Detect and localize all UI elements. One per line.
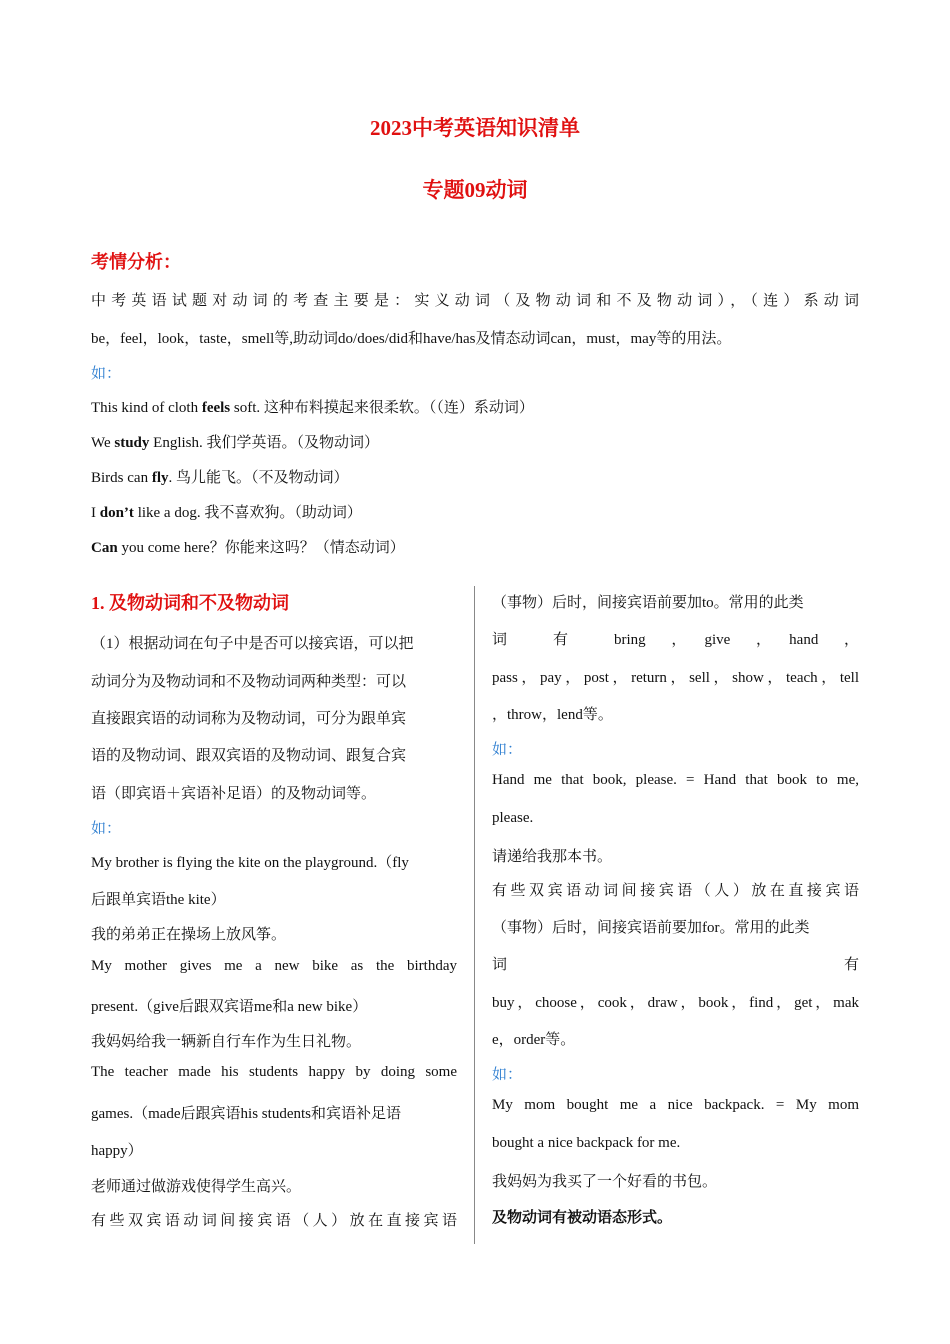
- passive-voice-note: 及物动词有被动语态形式。: [492, 1210, 673, 1226]
- analysis-paragraph-line-1: 中考英语试题对动词的考查主要是：实义动词（及物动词和不及物动词），（连）系动词: [91, 293, 859, 309]
- left-line: 动词分为及物动词和不及物动词两种类型：可以: [91, 674, 407, 690]
- example-text: you come here？你能来这吗？（情态动词）: [117, 540, 405, 556]
- section-heading-transitive: 1. 及物动词和不及物动词: [91, 593, 289, 613]
- left-line: My mother gives me a new bike as the birthday: [91, 958, 457, 974]
- page-subtitle: 专题09动词: [422, 178, 528, 202]
- left-line: 语的及物动词、跟双宾语的及物动词、跟复合宾: [91, 748, 407, 764]
- right-line: Hand me that book, please. = Hand that book to me,: [492, 772, 859, 788]
- example-verb: Can: [91, 540, 118, 556]
- page-title: 2023中考英语知识清单: [370, 116, 580, 140]
- example-sentence-2: [91, 431, 859, 452]
- example-label: 如：: [492, 742, 523, 758]
- example-text: We: [91, 435, 115, 451]
- example-label: 如：: [91, 821, 122, 837]
- example-verb: don’t: [99, 505, 134, 521]
- example-text: . 鸟儿能飞。（不及物动词）: [168, 470, 349, 486]
- example-text: soft. 这种布料摸起来很柔软。（（连）系动词）: [230, 400, 534, 416]
- example-sentence-5: [91, 536, 859, 557]
- example-sentence-4: [91, 501, 859, 522]
- right-line: buy，choose，cook，draw，book，find，get，mak: [492, 995, 859, 1011]
- right-line: bought a nice backpack for me.: [492, 1135, 681, 1151]
- example-text: I: [91, 505, 100, 521]
- right-line: ，throw，lend等。: [492, 707, 613, 723]
- left-line: My brother is flying the kite on the playground.（fly: [91, 855, 409, 871]
- example-label: 如：: [492, 1067, 523, 1083]
- example-text: English. 我们学英语。（及物动词）: [149, 435, 379, 451]
- left-line: 我妈妈给我一辆新自行车作为生日礼物。: [91, 1034, 362, 1050]
- analysis-paragraph-line-2: be，feel，look，taste，smell等,助动词do/does/did和have/has及情态动词can，must，may等的用法。: [91, 331, 732, 347]
- example-text: like a dog. 我不喜欢狗。（助动词）: [133, 505, 362, 521]
- right-line: 有些双宾语动词间接宾语（人）放在直接宾语: [492, 883, 859, 899]
- right-line: please.: [492, 810, 534, 826]
- left-line: The teacher made his students happy by doing some: [91, 1064, 457, 1080]
- right-line: （事物）后时，间接宾语前要加for。常用的此类: [492, 920, 810, 936]
- example-label: 如：: [91, 366, 122, 382]
- column-divider: [474, 586, 475, 1244]
- example-text: This kind of cloth: [91, 400, 202, 416]
- example-verb: feels: [201, 400, 231, 416]
- left-line: 老师通过做游戏使得学生高兴。: [91, 1179, 302, 1195]
- left-line: 我的弟弟正在操场上放风筝。: [91, 927, 287, 943]
- left-line: present.（give后跟双宾语me和a new bike）: [91, 999, 368, 1015]
- right-line: 词 有: [492, 957, 859, 973]
- example-sentence-1: [91, 396, 859, 417]
- example-verb: fly: [151, 470, 169, 486]
- left-line: 语（即宾语＋宾语补足语）的及物动词等。: [91, 786, 377, 802]
- right-line: （事物）后时，间接宾语前要加to。常用的此类: [492, 595, 804, 611]
- left-line: 有些双宾语动词间接宾语（人）放在直接宾语: [91, 1213, 457, 1229]
- right-line: 请递给我那本书。: [492, 849, 613, 865]
- right-line: 我妈妈为我买了一个好看的书包。: [492, 1174, 718, 1190]
- example-text: Birds can: [91, 470, 152, 486]
- left-line: （1）根据动词在句子中是否可以接宾语，可以把: [91, 636, 414, 652]
- example-verb: study: [114, 435, 150, 451]
- left-line: happy）: [91, 1143, 143, 1159]
- left-line: 直接跟宾语的动词称为及物动词，可分为跟单宾: [91, 711, 407, 727]
- analysis-heading: 考情分析：: [91, 252, 181, 272]
- right-line: 词 有 bring ， give ， hand ，: [492, 632, 859, 648]
- example-sentence-3: [91, 466, 859, 487]
- left-line: games.（made后跟宾语his students和宾语补足语: [91, 1106, 401, 1122]
- right-line: My mom bought me a nice backpack. = My mom: [492, 1097, 859, 1113]
- right-line: pass，pay，post，return，sell，show，teach，tell: [492, 670, 859, 686]
- right-line: e，order等。: [492, 1032, 576, 1048]
- left-line: 后跟单宾语the kite）: [91, 892, 226, 908]
